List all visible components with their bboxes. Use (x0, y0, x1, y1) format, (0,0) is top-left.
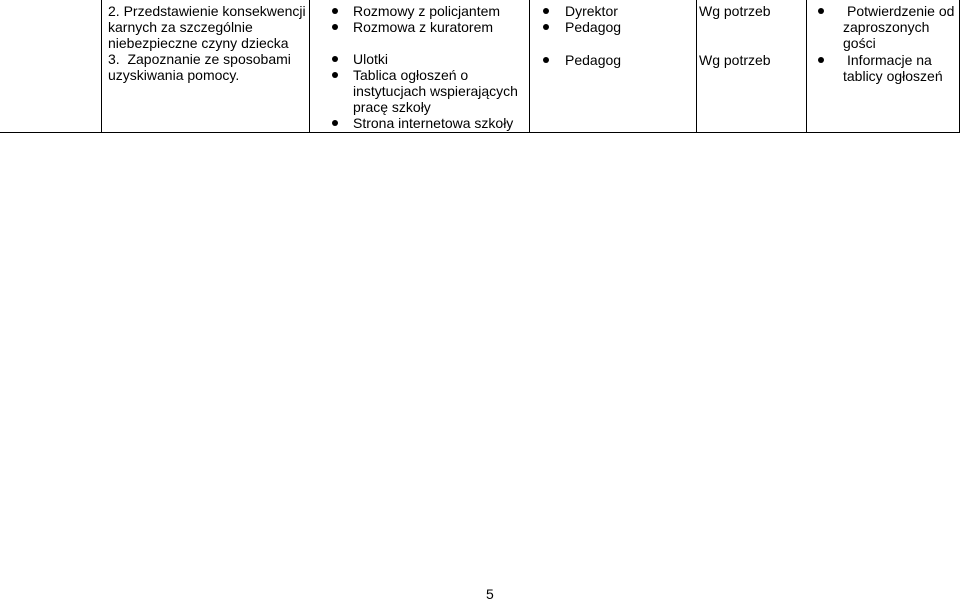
goal-line: karnych za szczególnie (108, 19, 253, 35)
method-item-continued: pracę szkoły (353, 99, 431, 115)
bullet-icon (543, 8, 549, 14)
bullet-icon (332, 120, 338, 126)
bullet-icon (818, 8, 824, 14)
table-border (309, 0, 310, 133)
method-item: Tablica ogłoszeń o (353, 67, 469, 83)
bullet-icon (543, 24, 549, 30)
goal-line: 2. Przedstawienie konsekwencji (108, 3, 306, 19)
page-number: 5 (486, 586, 494, 602)
plan-table (0, 0, 960, 133)
table-border (529, 0, 530, 133)
method-item-continued: instytucjach wspierających (353, 83, 518, 99)
bullet-icon (332, 24, 338, 30)
bullet-icon (818, 57, 824, 63)
responsible-person: Pedagog (565, 52, 622, 68)
method-item: Strona internetowa szkoły (353, 115, 514, 131)
evaluation: Informacje na (847, 52, 932, 68)
method-item: Rozmowy z policjantem (353, 3, 501, 19)
table-border (696, 0, 697, 133)
bullet-icon (543, 57, 549, 63)
goal-line: uzyskiwania pomocy. (108, 67, 240, 83)
table-border-bottom (0, 132, 960, 133)
evaluation-continued: tablicy ogłoszeń (843, 68, 943, 84)
bullet-icon (332, 56, 338, 62)
bullet-icon (332, 72, 338, 78)
goal-line: niebezpieczne czyny dziecka (108, 35, 289, 51)
table-border (806, 0, 807, 133)
goal-line: 3. Zapoznanie ze sposobami (108, 51, 291, 67)
timing: Wg potrzeb (699, 3, 771, 19)
table-border-left (101, 0, 102, 133)
timing: Wg potrzeb (699, 52, 771, 68)
evaluation: Potwierdzenie od (847, 3, 955, 19)
method-item: Rozmowa z kuratorem (353, 19, 494, 35)
method-item: Ulotki (353, 51, 389, 67)
responsible-person: Pedagog (565, 19, 622, 35)
responsible-person: Dyrektor (565, 3, 618, 19)
evaluation-continued: gości (843, 35, 876, 51)
bullet-icon (332, 8, 338, 14)
evaluation-continued: zaproszonych (843, 19, 930, 35)
